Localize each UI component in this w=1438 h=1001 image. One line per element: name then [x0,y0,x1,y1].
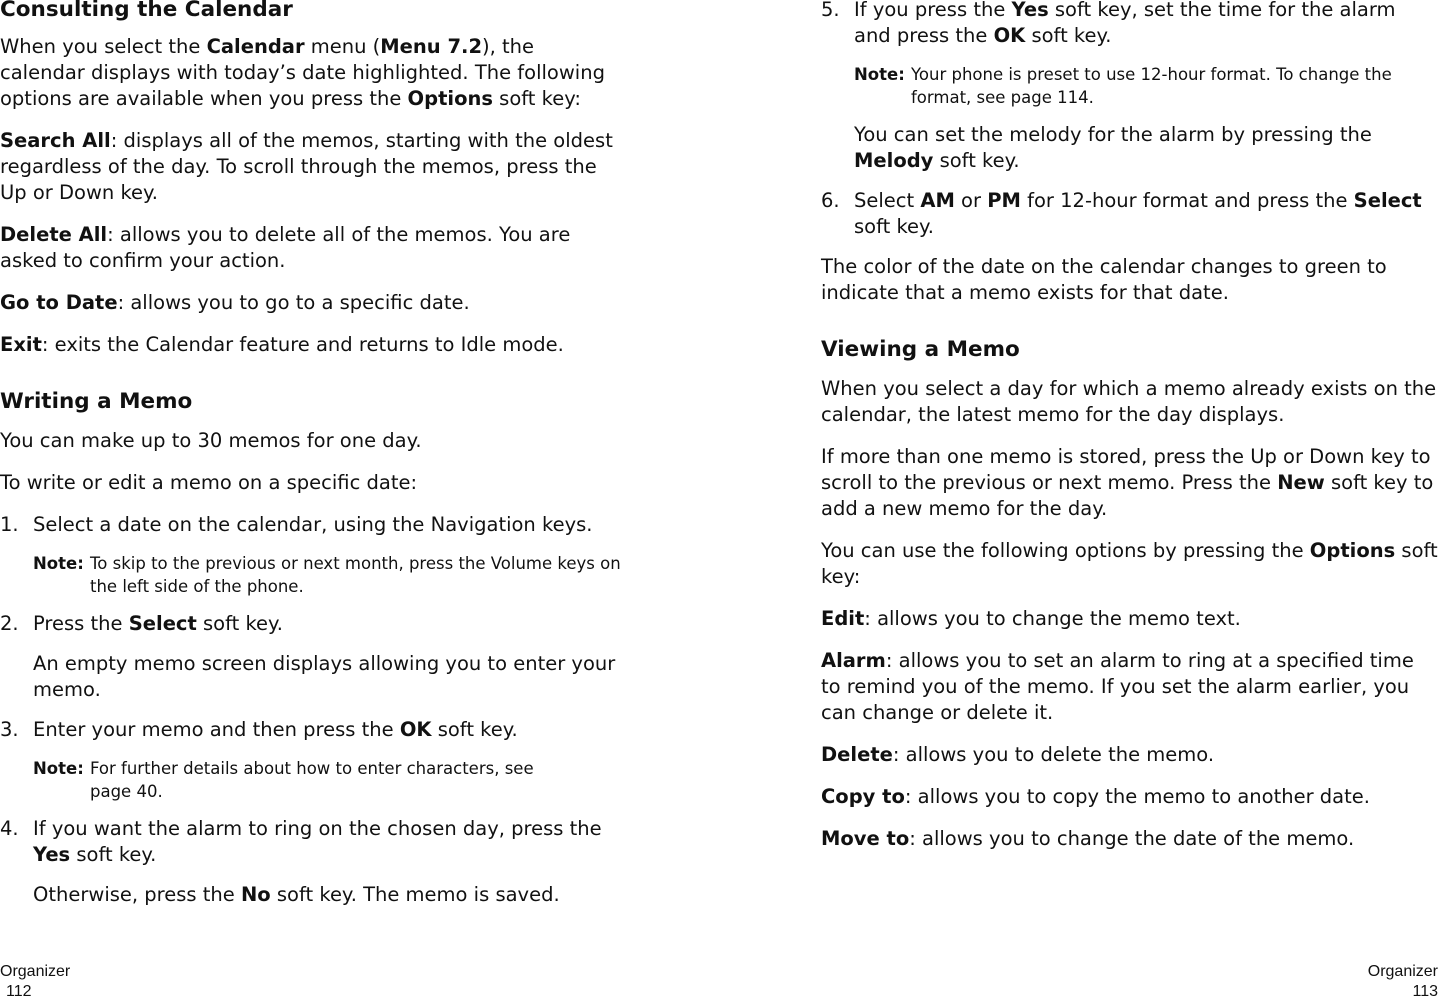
step-5: 5. If you press the Yes soft key, set the time for the alarm and press the OK soft key. [821,0,1438,49]
option-search-all: Search All: displays all of the memos, starting with the oldest regardless of the day. To scroll through the memos, press the Up or Down key. [0,129,613,204]
section-heading-consulting-calendar: Consulting the Calendar [0,0,293,22]
option-delete-all: Delete All: allows you to delete all of the memos. You are asked to confirm your action. [0,223,571,272]
option-go-to-date: Go to Date: allows you to go to a specific date. [0,291,470,314]
step-6: 6. Select AM or PM for 12-hour format and press the Select soft key. [821,189,1422,238]
step-number: 4. [0,817,19,840]
memo-limit-text: You can make up to 30 memos for one day. [0,429,422,452]
memo-instructions-intro: To write or edit a memo on a specific date: [0,471,418,494]
option-alarm: Alarm: allows you to set an alarm to ring at a specified time to remind you of the memo. If you set the alarm earlier, you can change or delete it. [821,649,1414,724]
footer-left-page-number: 112 [6,983,32,1000]
right-page [821,0,1438,868]
section-heading-viewing-memo: Viewing a Memo [821,337,1020,362]
step-number: 1. [0,513,19,536]
left-page [0,0,622,922]
note-step-3: Note: For further details about how to enter characters, see page 40. [33,759,534,801]
step-2: 2. Press the Select soft key. [0,612,284,635]
viewing-memo-paragraph-2: If more than one memo is stored, press the Up or Down key to scroll to the previous or next memo. Press the New soft key to add a new memo for the day. [821,445,1434,520]
option-delete: Delete: allows you to delete the memo. [821,743,1215,766]
footer-right-section: Organizer [1367,963,1438,980]
option-copy-to: Copy to: allows you to copy the memo to another date. [821,785,1370,808]
option-edit: Edit: allows you to change the memo text. [821,607,1241,630]
step-number: 6. [821,189,840,212]
step-number: 3. [0,718,19,741]
step-4-continuation: Otherwise, press the No soft key. The memo is saved. [33,883,560,906]
step-3: 3. Enter your memo and then press the OK soft key. [0,718,518,741]
calendar-intro-paragraph: When you select the Calendar menu (Menu 7.2), the calendar displays with today’s date highlighted. The following options are available when you press the Options soft key: [0,35,605,110]
note-step-1: Note: To skip to the previous or next month, press the Volume keys on the left side of the phone. [33,554,621,596]
note-label: Note: [33,759,84,778]
option-exit: Exit: exits the Calendar feature and returns to Idle mode. [0,333,564,356]
step-number: 5. [821,0,840,21]
footer-left-section: Organizer [0,963,71,980]
step-number: 2. [0,612,19,635]
note-label: Note: [854,65,905,84]
step-1: 1. Select a date on the calendar, using the Navigation keys. [0,513,593,536]
note-label: Note: [33,554,84,573]
step-2-continuation: An empty memo screen displays allowing you to enter your memo. [33,652,616,701]
option-move-to: Move to: allows you to change the date of the memo. [821,827,1355,850]
calendar-color-note: The color of the date on the calendar changes to green to indicate that a memo exists for that date. [821,255,1387,304]
step-4: 4. If you want the alarm to ring on the chosen day, press the Yes soft key. [0,817,602,866]
section-heading-writing-memo: Writing a Memo [0,389,193,414]
viewing-memo-paragraph-1: When you select a day for which a memo already exists on the calendar, the latest memo for the day displays. [821,377,1437,426]
step-5-continuation: You can set the melody for the alarm by pressing the Melody soft key. [854,123,1372,172]
note-step-5: Note: Your phone is preset to use 12-hour format. To change the format, see page 114. [854,65,1392,107]
footer-right-page-number: 113 [1412,983,1438,1000]
viewing-memo-paragraph-3: You can use the following options by pressing the Options soft key: [821,539,1438,588]
